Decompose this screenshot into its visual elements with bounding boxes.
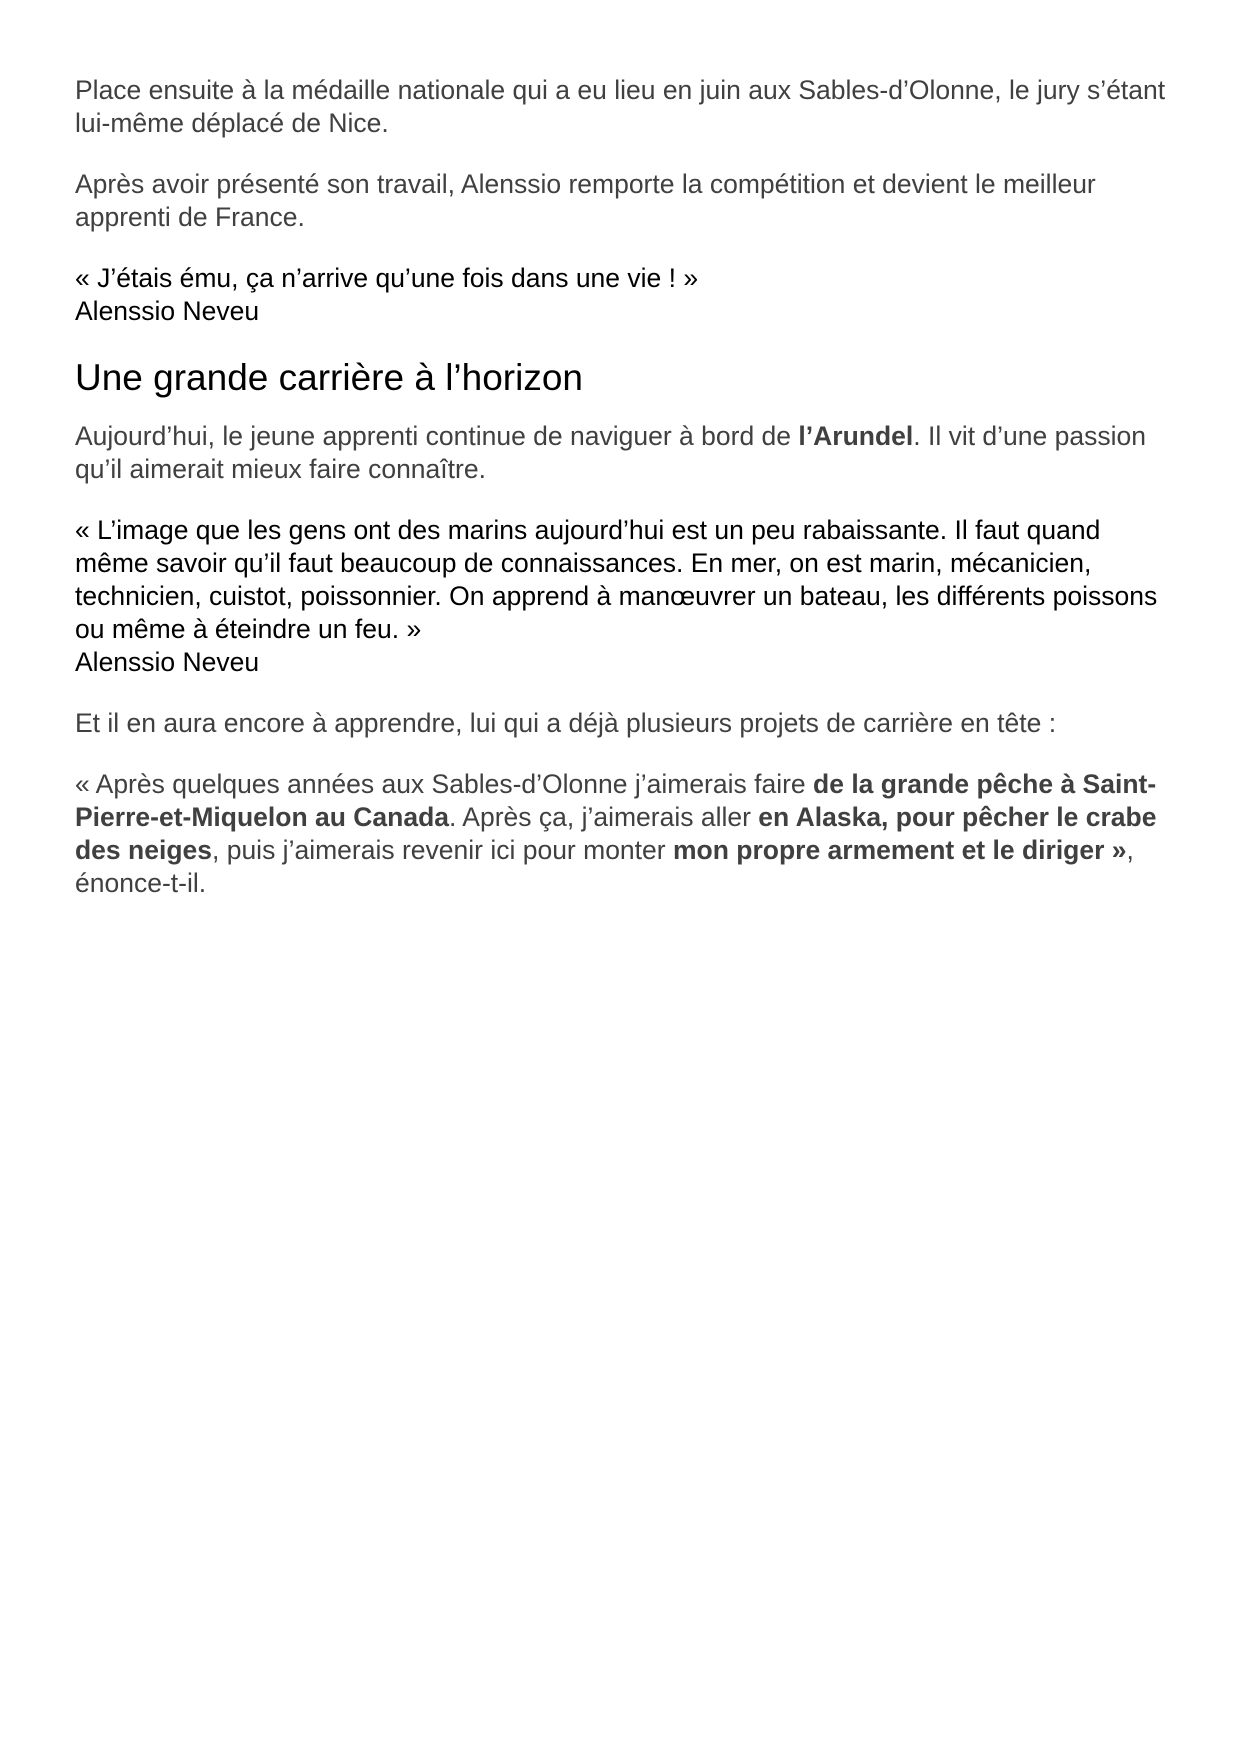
text-segment: « Après quelques années aux Sables-d’Olonne j’aimerais faire: [75, 769, 814, 799]
quote-block-1: [75, 262, 1175, 328]
quote-author: Alenssio Neveu: [75, 296, 260, 326]
quote-text: « J’étais ému, ça n’arrive qu’une fois dans une vie ! »: [75, 263, 699, 293]
paragraph-medaille: Place ensuite à la médaille nationale qui a eu lieu en juin aux Sables-d’Olonne, le jury s’étant lui-même déplacé de Nice.: [75, 75, 1166, 138]
paragraph-arundel: [75, 420, 1175, 486]
text-segment: , énonce-t-il.: [75, 835, 1134, 898]
quote-author: Alenssio Neveu: [75, 647, 260, 677]
article-body: [75, 74, 1175, 900]
paragraph-projets: Et il en aura encore à apprendre, lui qui a déjà plusieurs projets de carrière en tête :: [75, 708, 1057, 738]
paragraph-competition: Après avoir présenté son travail, Alenssio remporte la compétition et devient le meilleur apprenti de France.: [75, 169, 1096, 232]
bold-segment: de la grande pêche à Saint-Pierre-et-Miquelon au Canada: [75, 769, 1157, 832]
text-segment: , puis j’aimerais revenir ici pour monter: [211, 835, 673, 865]
quote-text: « L’image que les gens ont des marins aujourd’hui est un peu rabaissante. Il faut quand même savoir qu’il faut beaucoup de connaissances. En mer, on est marin, mécanicien, technicien, cuistot, poissonnier. On apprend à manœuvrer un bateau, les différents poissons ou même à éteindre un feu. »: [75, 515, 1158, 644]
bold-segment: en Alaska, pour pêcher le crabe des neiges: [75, 802, 1157, 865]
text-segment: . Après ça, j’aimerais aller: [449, 802, 759, 832]
quote-block-2: [75, 514, 1175, 679]
text-segment: . Il vit d’une passion qu’il aimerait mieux faire connaître.: [75, 421, 1146, 484]
paragraph-career-quote: [75, 768, 1175, 900]
bold-ship-name: l’Arundel: [798, 421, 914, 451]
bold-segment: mon propre armement et le diriger »: [672, 835, 1127, 865]
text-segment: Aujourd’hui, le jeune apprenti continue de naviguer à bord de: [75, 421, 799, 451]
section-heading: Une grande carrière à l’horizon: [75, 357, 583, 398]
